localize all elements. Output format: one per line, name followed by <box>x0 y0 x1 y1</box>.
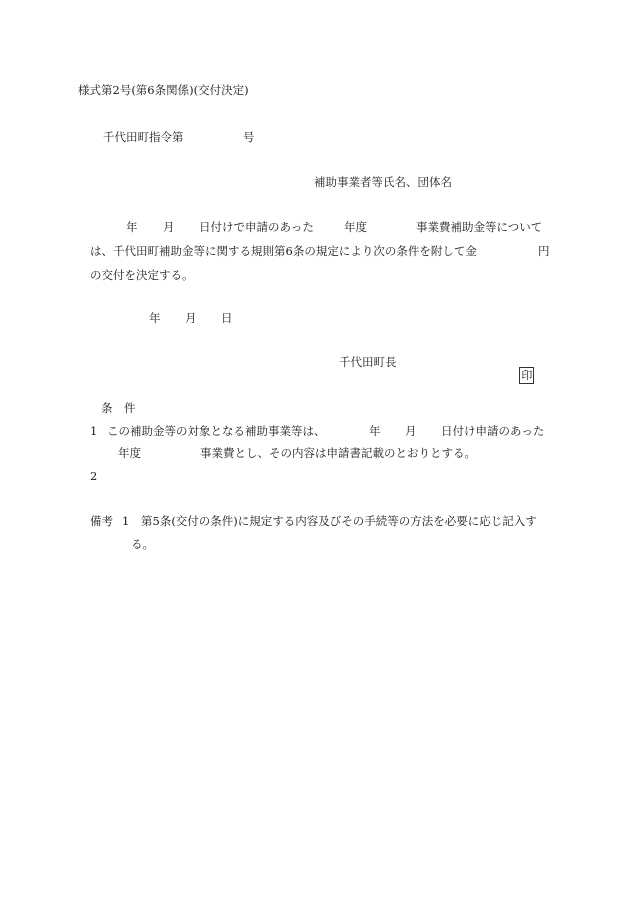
remarks-label: 備考 <box>90 514 113 528</box>
date-day: 日 <box>221 311 233 325</box>
directive-number-suffix: 号 <box>243 130 255 144</box>
condition-1-fiscal-year: 年度 <box>118 446 141 460</box>
seal-mark: 印 <box>521 368 533 382</box>
body-subsidy-name: 事業費補助金等について <box>416 220 543 234</box>
body-year: 年 <box>126 220 138 234</box>
condition-1-continuation: 事業費とし、その内容は申請書記載のとおりとする。 <box>200 446 476 460</box>
body-fiscal-year: 年度 <box>344 220 367 234</box>
body-month: 月 <box>163 220 175 234</box>
remarks-text: 第5条(交付の条件)に規定する内容及びその手続等の方法を必要に応じ記入す <box>141 514 537 528</box>
date-month: 月 <box>185 311 197 325</box>
body-decision-text: の交付を決定する。 <box>90 268 194 282</box>
remarks-continuation: る。 <box>131 537 154 551</box>
condition-1-year: 年 <box>369 424 381 438</box>
form-label: 様式第2号(第6条関係)(交付決定) <box>78 83 249 97</box>
condition-1-date-text: 日付け申請のあった <box>441 424 545 438</box>
directive-number-prefix: 千代田町指令第 <box>103 130 184 144</box>
condition-1-month: 月 <box>405 424 417 438</box>
recipient-name: 補助事業者等氏名、団体名 <box>314 175 452 189</box>
issuer-seal <box>512 355 534 384</box>
remarks-number: 1 <box>122 514 130 528</box>
conditions-heading: 条 件 <box>101 401 136 415</box>
body-yen: 円 <box>538 244 550 258</box>
condition-1-number: 1 <box>90 424 98 438</box>
condition-2-number: 2 <box>90 469 98 483</box>
condition-1-text: この補助金等の対象となる補助事業等は、 <box>107 424 326 438</box>
body-day-text: 日付けで申請のあった <box>199 220 314 234</box>
body-regulation-text: は、千代田町補助金等に関する規則第6条の規定により次の条件を附して金 <box>90 244 477 258</box>
date-year: 年 <box>149 311 161 325</box>
issuer-name: 千代田町長 <box>339 355 397 369</box>
